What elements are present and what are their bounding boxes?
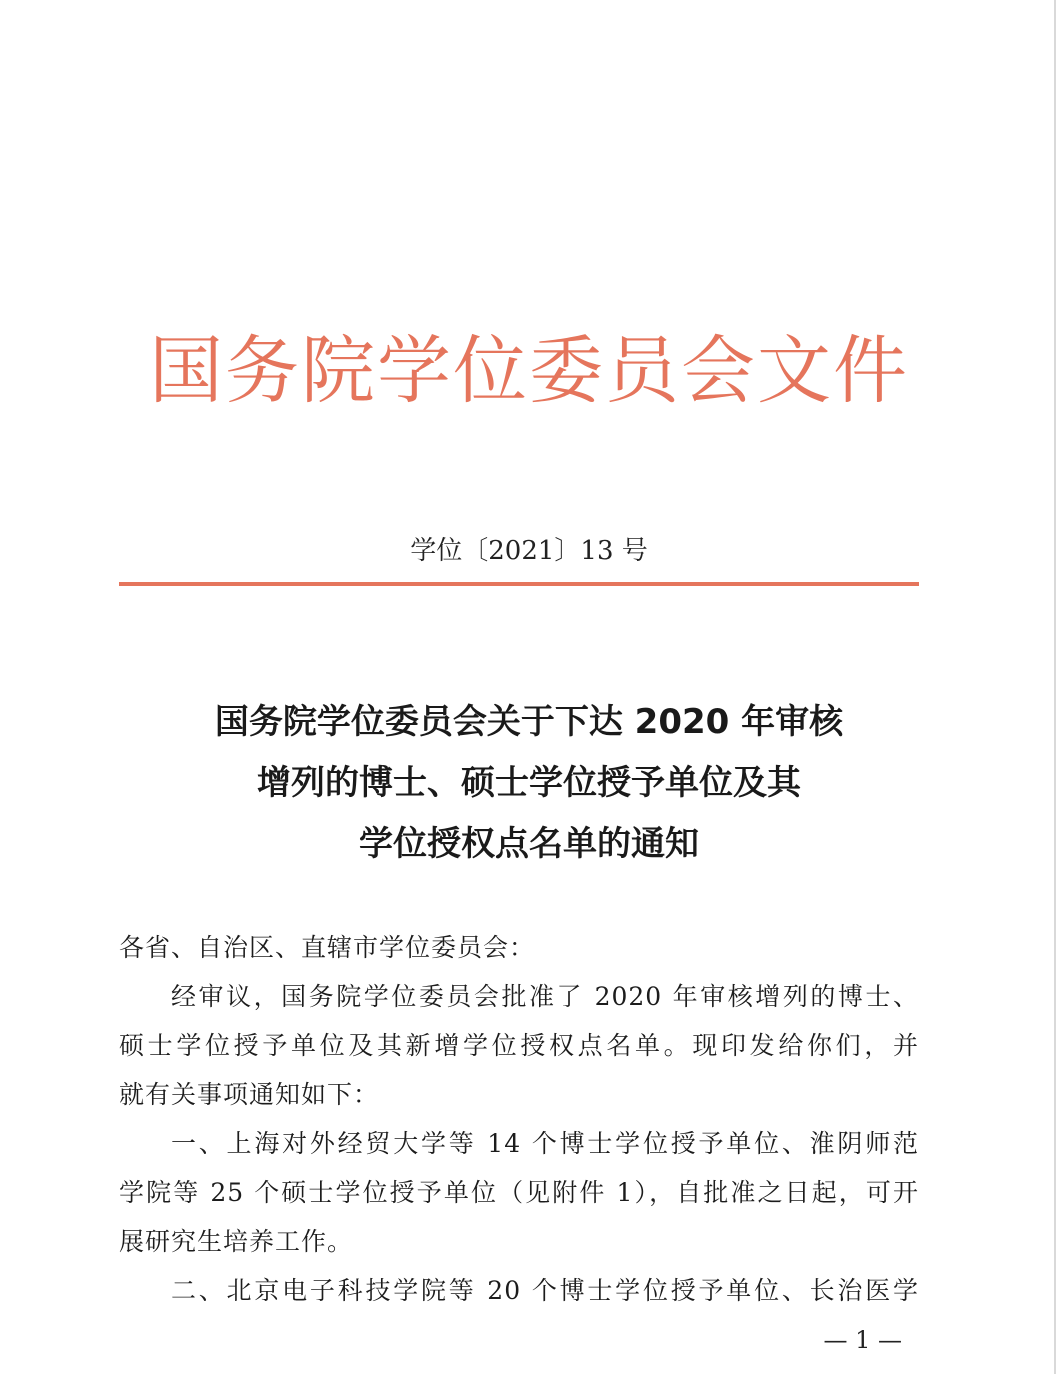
notice-title-line: 国务院学位委员会关于下达 2020 年审核 [214, 702, 844, 742]
body-line: 二、北京电子科技学院等 20 个博士学位授予单位、长治医学 [171, 1276, 919, 1305]
body-line: 展研究生培养工作。 [119, 1227, 354, 1256]
salutation: 各省、自治区、直辖市学位委员会： [119, 933, 536, 962]
body-line: 硕士学位授予单位及其新增学位授权点名单。现印发给你们，并 [119, 1031, 919, 1060]
scan-edge-line [1054, 0, 1056, 1374]
body-line: 就有关事项通知如下： [119, 1080, 380, 1109]
notice-title [0, 692, 1058, 875]
document-number: 学位〔2021〕13 号 [410, 536, 648, 566]
notice-body [119, 923, 919, 1315]
body-line: 经审议，国务院学位委员会批准了 2020 年审核增列的博士、 [171, 982, 919, 1011]
notice-title-line: 增列的博士、硕士学位授予单位及其 [257, 763, 801, 803]
red-separator-rule [119, 582, 919, 586]
notice-title-line: 学位授权点名单的通知 [359, 824, 699, 864]
page-number: — 1 — [823, 1326, 902, 1354]
body-line: 学院等 25 个硕士学位授予单位（见附件 1），自批准之日起，可开 [119, 1178, 919, 1207]
issuer-header-title: 国务院学位委员会文件 [149, 328, 909, 414]
body-line: 一、上海对外经贸大学等 14 个博士学位授予单位、淮阴师范 [171, 1129, 919, 1158]
